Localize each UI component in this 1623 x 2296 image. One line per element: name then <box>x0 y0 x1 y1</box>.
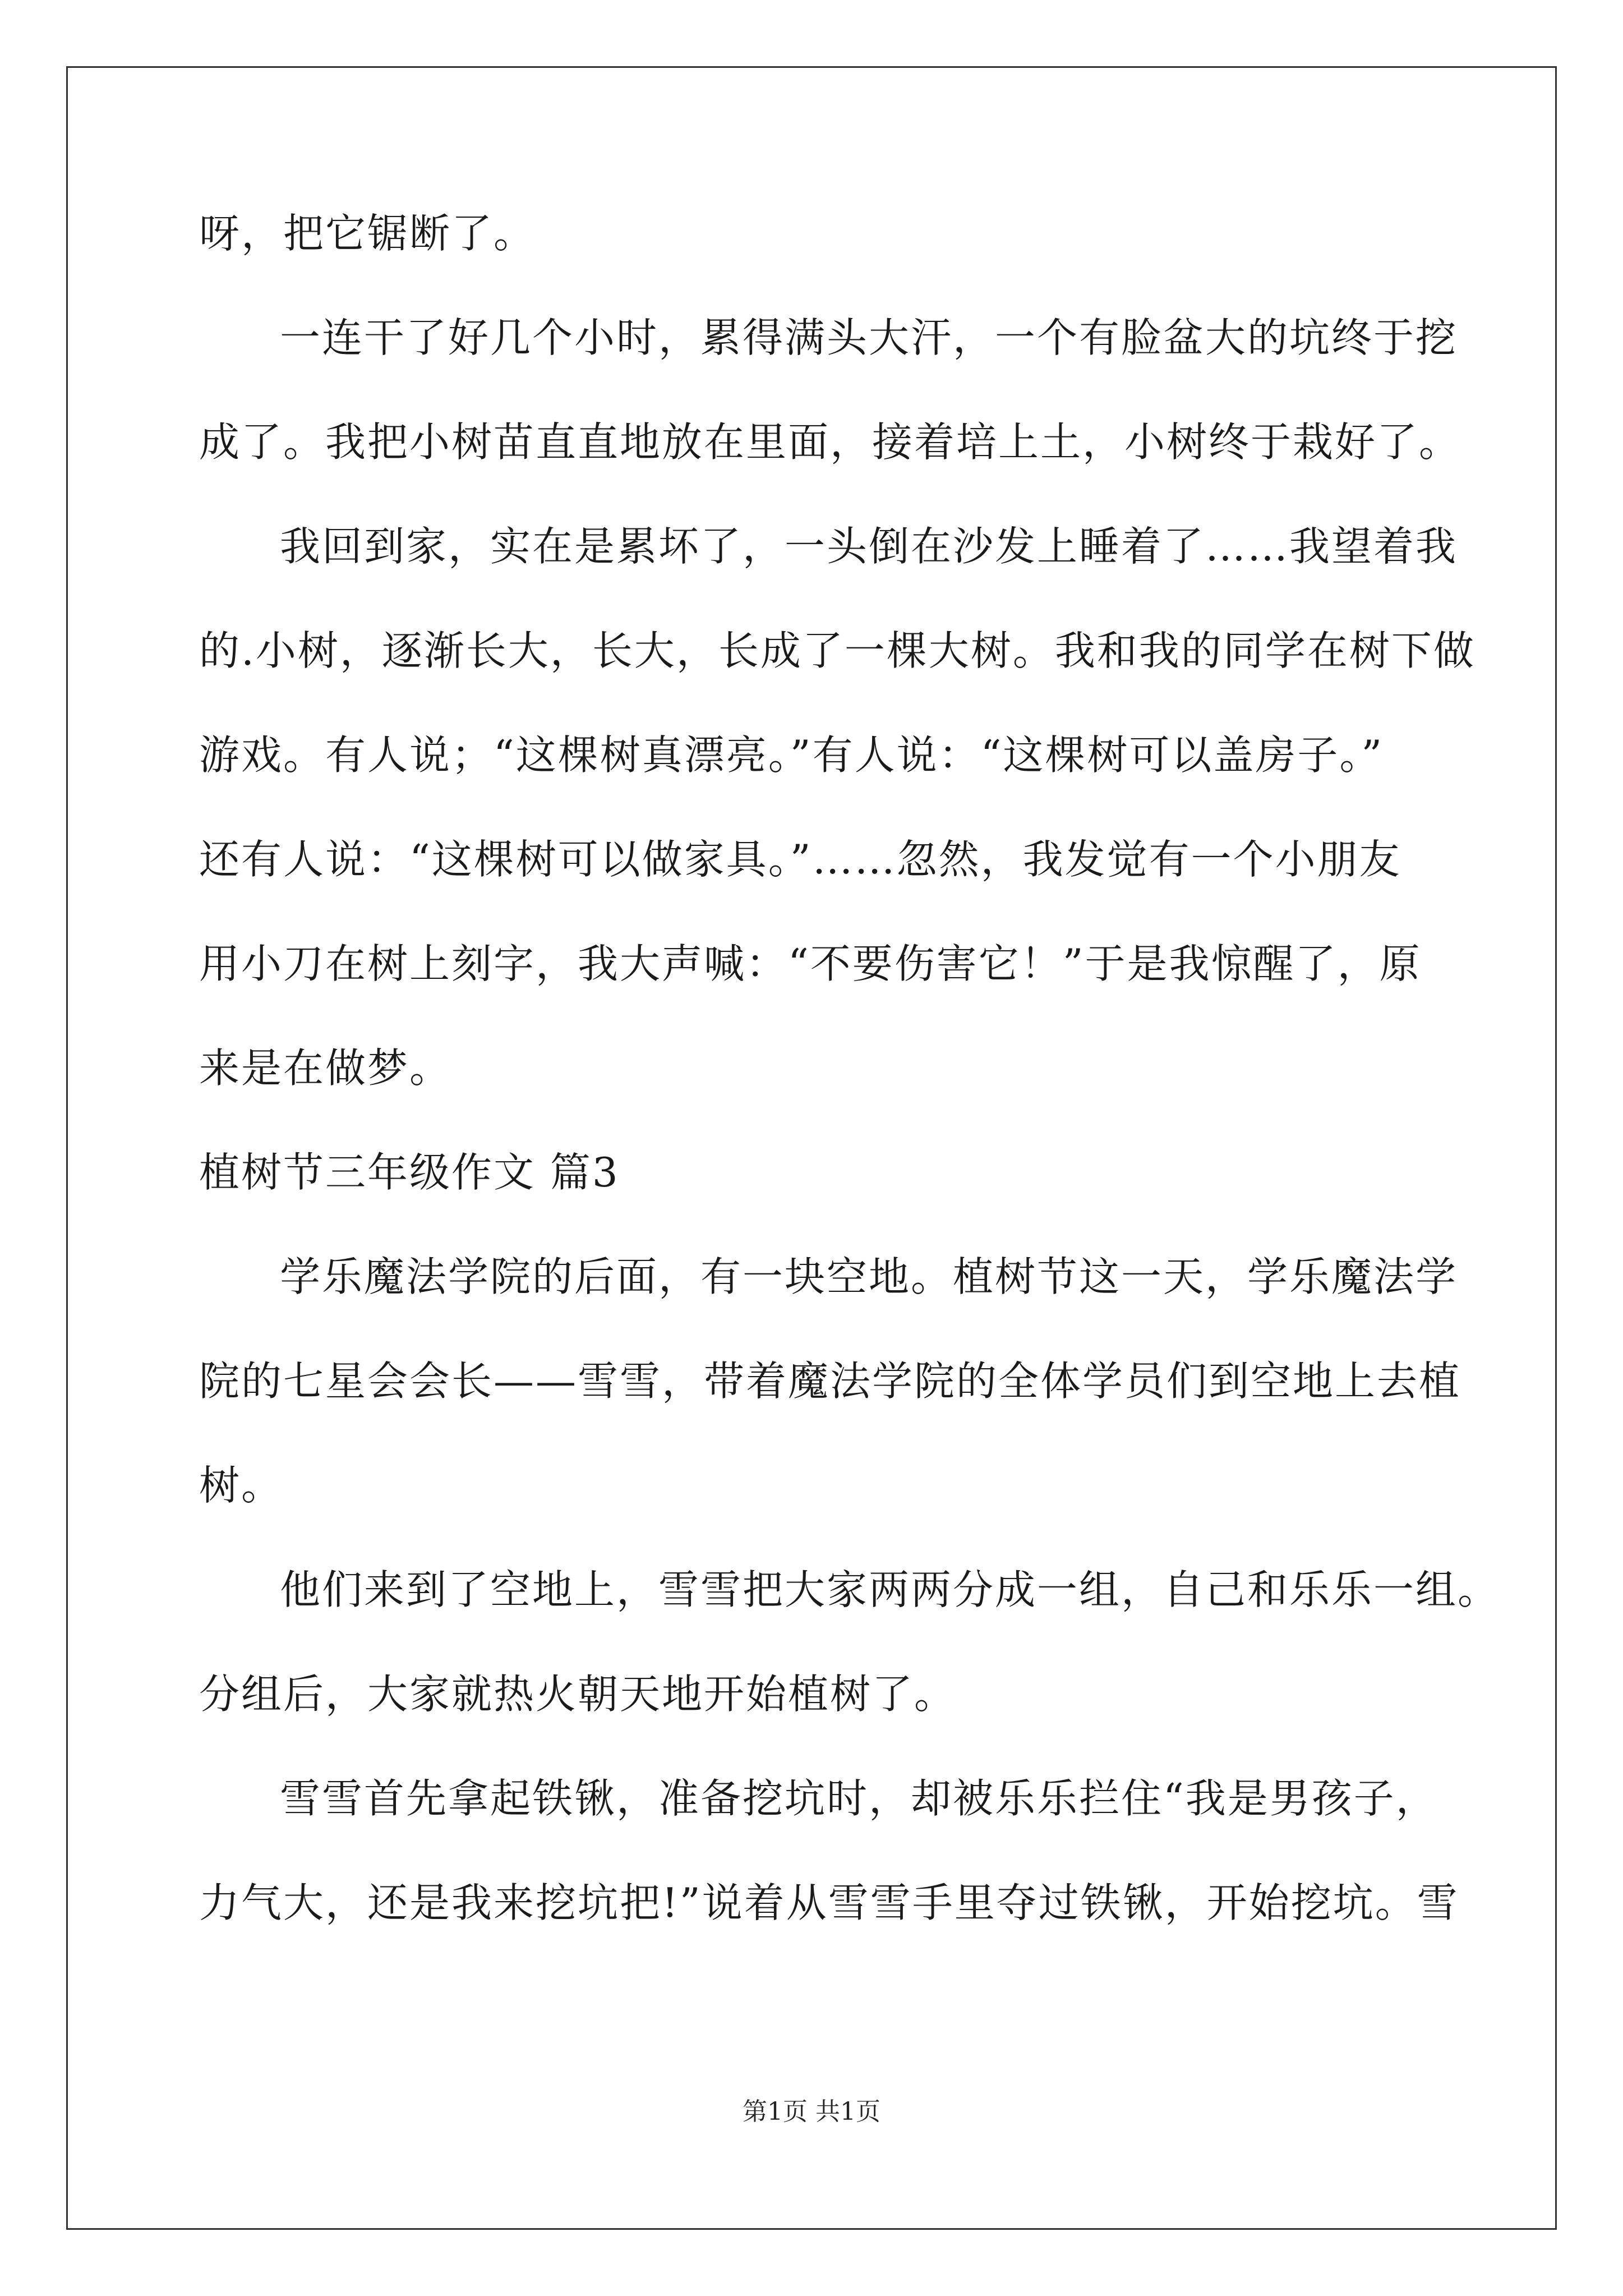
text-line-9: 来是在做梦。 <box>199 1045 452 1092</box>
text-line-3: 成了。我把小树苗直直地放在里面，接着培上土，小树终于栽好了。 <box>199 418 1461 466</box>
text-line-17: 力气大，还是我来挖坑把!”说着从雪雪手里夺过铁锹，开始挖坑。雪 <box>199 1879 1459 1926</box>
text-line-4: 我回到家，实在是累坏了，一头倒在沙发上睡着了……我望着我 <box>280 523 1458 570</box>
text-line-8: 用小刀在树上刻字，我大声喊：“不要伤害它！”于是我惊醒了，原 <box>199 940 1422 987</box>
text-line-11: 学乐魔法学院的后面，有一块空地。植树节这一天，学乐魔法学 <box>280 1253 1458 1300</box>
text-line-12: 院的七星会会长——雪雪，带着魔法学院的全体学员们到空地上去植 <box>199 1358 1461 1405</box>
text-line-14: 他们来到了空地上，雪雪把大家两两分成一组，自己和乐乐一组。 <box>280 1566 1500 1613</box>
text-line-2: 一连干了好几个小时，累得满头大汗，一个有脸盆大的坑终于挖 <box>280 314 1458 361</box>
text-line-6: 游戏。有人说；“这棵树真漂亮。”有人说：“这棵树可以盖房子。” <box>199 731 1384 779</box>
text-line-15: 分组后，大家就热火朝天地开始植树了。 <box>199 1671 957 1718</box>
page-number: 第1页 共1页 <box>743 2097 880 2126</box>
text-line-1: 呀，把它锯断了。 <box>199 210 536 257</box>
text-line-13: 树。 <box>199 1462 284 1509</box>
text-line-16: 雪雪首先拿起铁锹，准备挖坑时，却被乐乐拦住“我是男孩子， <box>280 1775 1438 1822</box>
text-line-5: 的.小树，逐渐长大，长大，长成了一棵大树。我和我的同学在树下做 <box>199 627 1476 674</box>
document-body <box>199 210 1500 1987</box>
section-heading: 植树节三年级作文 篇3 <box>199 1149 620 1196</box>
text-line-7: 还有人说：“这棵树可以做家具。”……忽然，我发觉有一个小朋友 <box>199 836 1401 883</box>
